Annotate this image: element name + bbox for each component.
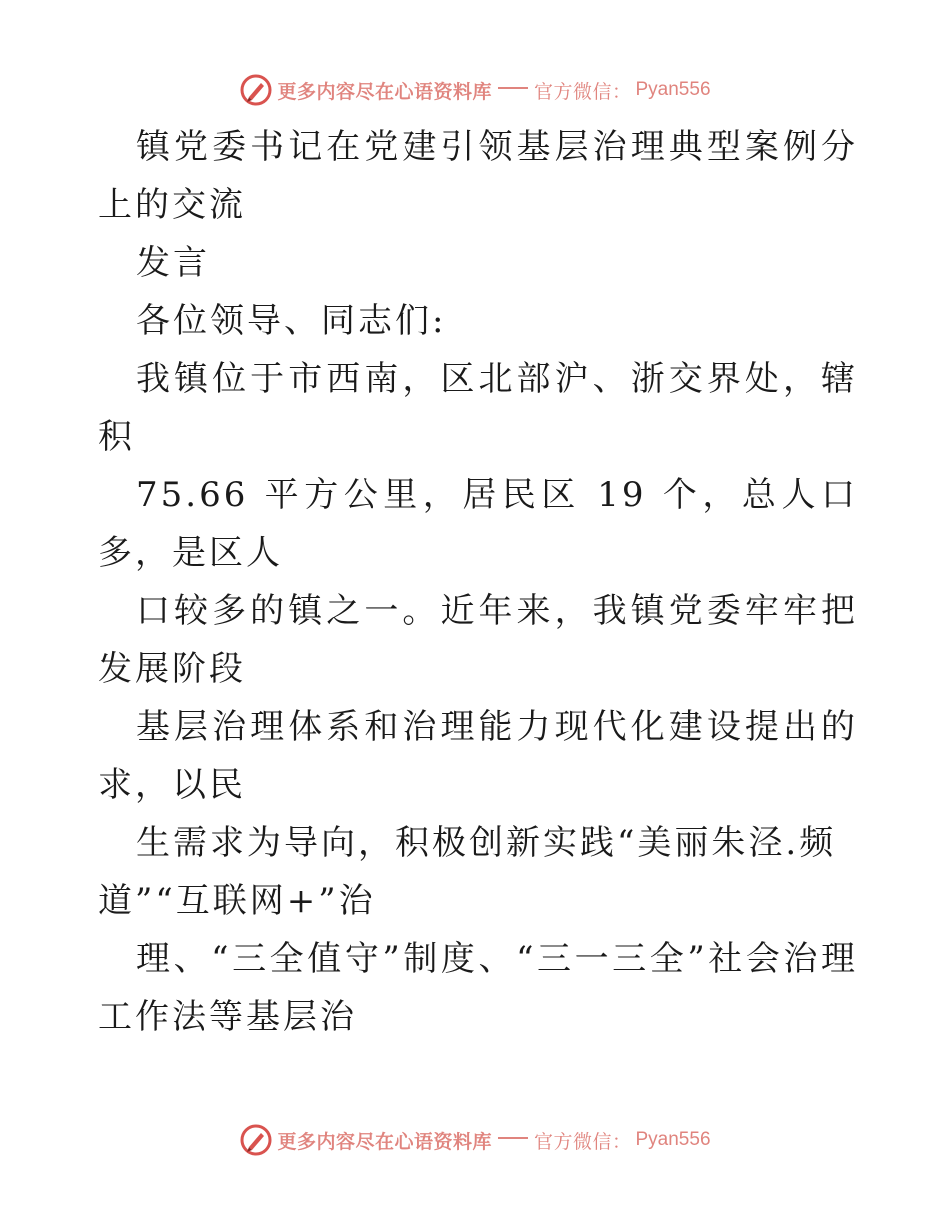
document-line: 75.66 平方公里，居民区 19 个，总人口 bbox=[136, 475, 858, 515]
footer-watermark bbox=[0, 1120, 950, 1160]
watermark-site-text: 更多内容尽在心语资料库 bbox=[277, 1130, 492, 1153]
watermark-handle: Pyan556 bbox=[635, 1129, 711, 1150]
document-line: 各位领导、同志们: bbox=[136, 301, 447, 341]
watermark-sub-text: 官方微信： bbox=[533, 1130, 632, 1153]
header-watermark bbox=[0, 70, 950, 110]
document-line: 我镇位于市西南，区北部沪、浙交界处，辖 bbox=[136, 359, 858, 399]
document-line: 道”“互联网+”治 bbox=[98, 881, 376, 921]
watermark-dash bbox=[498, 1137, 528, 1139]
pen-logo-icon bbox=[239, 1123, 273, 1157]
document-line: 多，是区人 bbox=[98, 533, 283, 573]
watermark-sub-text: 官方微信： bbox=[533, 80, 632, 103]
watermark-group bbox=[239, 73, 710, 107]
document-line: 生需求为导向，积极创新实践“美丽朱泾.频 bbox=[136, 823, 837, 863]
document-body bbox=[98, 118, 858, 1046]
watermark-group bbox=[239, 1123, 710, 1157]
document-line: 口较多的镇之一。近年来，我镇党委牢牢把 bbox=[136, 591, 858, 631]
document-line: 理、“三全值守”制度、“三一三全”社会治理 bbox=[136, 939, 858, 979]
document-line: 工作法等基层治 bbox=[98, 997, 357, 1037]
watermark-handle: Pyan556 bbox=[635, 79, 711, 100]
document-line: 积 bbox=[98, 417, 135, 457]
watermark-dash bbox=[498, 87, 528, 89]
document-line: 基层治理体系和治理能力现代化建设提出的 bbox=[136, 707, 858, 747]
document-line: 求，以民 bbox=[98, 765, 246, 805]
pen-logo-icon bbox=[239, 73, 273, 107]
document-line: 发展阶段 bbox=[98, 649, 246, 689]
watermark-site-text: 更多内容尽在心语资料库 bbox=[277, 80, 492, 103]
document-line: 发言 bbox=[136, 243, 210, 283]
document-line: 上的交流 bbox=[98, 185, 246, 225]
document-line: 镇党委书记在党建引领基层治理典型案例分 bbox=[136, 127, 858, 167]
